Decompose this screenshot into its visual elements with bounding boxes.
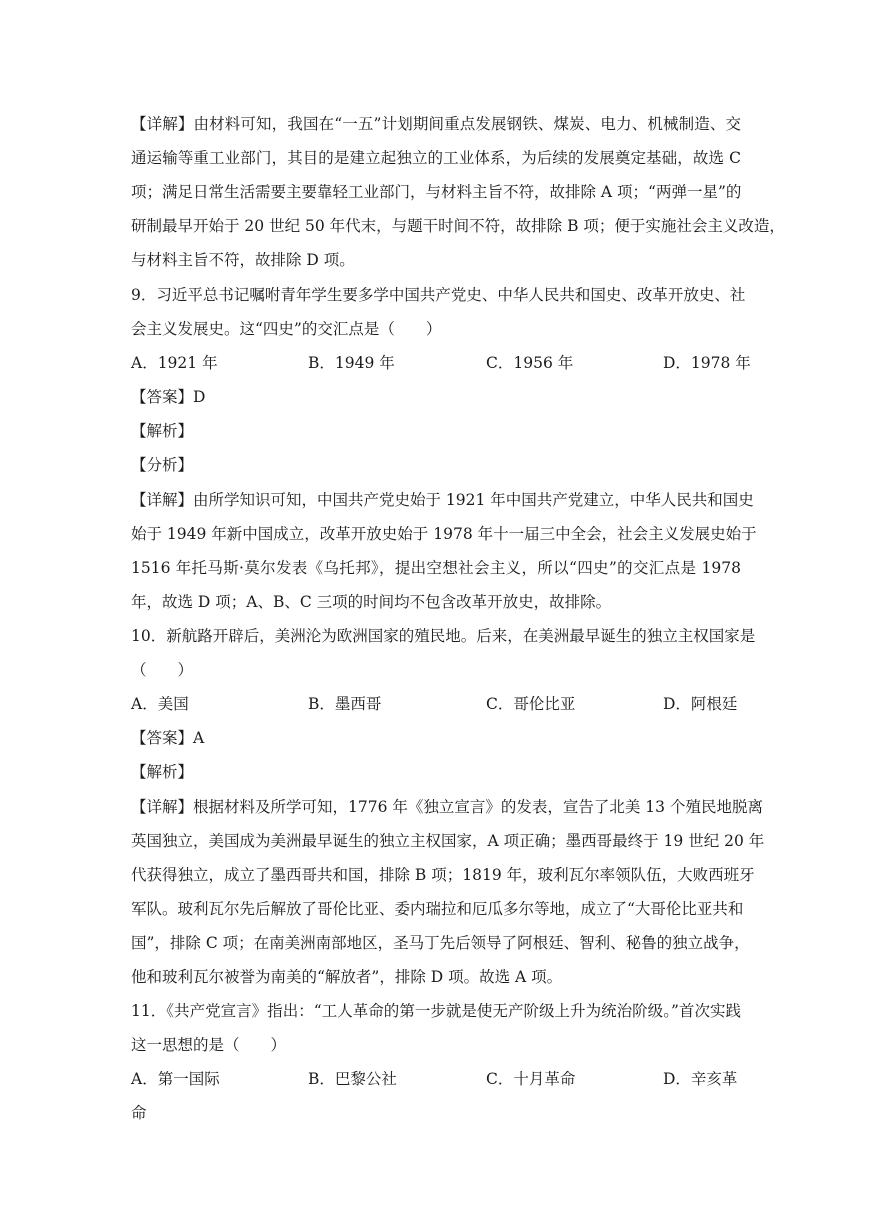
q9-option-c: C．1956 年 xyxy=(486,354,574,372)
q9-option-b: B．1949 年 xyxy=(308,354,395,372)
q10-detail-line-5: 国”，排除 C 项；在南美洲南部地区，圣马丁先后领导了阿根廷、智利、秘鲁的独立战争， xyxy=(131,934,750,952)
q11-option-a: A．第一国际 xyxy=(131,1070,220,1088)
q9-analysis-heading: 【解析】 xyxy=(131,422,194,440)
q10-option-d: D．阿根廷 xyxy=(663,695,738,713)
q10-answer: 【答案】A xyxy=(131,729,205,747)
q11-stem-line-2: 这一思想的是（ ） xyxy=(131,1036,287,1054)
q10-option-a: A．美国 xyxy=(131,695,189,713)
q10-detail-line-4: 军队。玻利瓦尔先后解放了哥伦比亚、委内瑞拉和厄瓜多尔等地，成立了“大哥伦比亚共和 xyxy=(131,900,744,918)
q9-answer: 【答案】D xyxy=(131,388,206,406)
q11-option-c: C．十月革命 xyxy=(486,1070,576,1088)
q10-option-c: C．哥伦比亚 xyxy=(486,695,576,713)
q10-detail-line-3: 代获得独立，成立了墨西哥共和国，排除 B 项；1819 年，玻利瓦尔率领队伍，大败西班牙 xyxy=(131,866,755,884)
q10-analysis-heading: 【解析】 xyxy=(131,763,194,781)
q11-option-d-wrap: 命 xyxy=(131,1104,147,1122)
q9-option-d: D．1978 年 xyxy=(663,354,751,372)
q10-option-b: B．墨西哥 xyxy=(308,695,382,713)
q9-option-a: A．1921 年 xyxy=(131,354,218,372)
q8-detail-line-2: 通运输等重工业部门，其目的是建立起独立的工业体系，为后续的发展奠定基础，故选 C xyxy=(131,149,741,167)
q9-stem-line-2: 会主义发展史。这“四史”的交汇点是（ ） xyxy=(131,320,442,338)
q10-detail-line-6: 他和玻利瓦尔被誉为南美的“解放者”，排除 D 项。故选 A 项。 xyxy=(131,968,563,986)
q8-detail-line-4: 研制最早开始于 20 世纪 50 年代末，与题干时间不符，故排除 B 项；便于实施社会主义改造， xyxy=(131,217,785,235)
q10-detail-line-2: 英国独立，美国成为美洲最早诞生的独立主权国家，A 项正确；墨西哥最终于 19 世纪 20 年 xyxy=(131,832,765,850)
q9-detail-line-1: 【详解】由所学知识可知，中国共产党史始于 1921 年中国共产党建立，中华人民共和国史 xyxy=(131,491,754,509)
q9-stem-line-1: 9．习近平总书记嘱咐青年学生要多学中国共产党史、中华人民共和国史、改革开放史、社 xyxy=(131,286,746,304)
q9-detail-line-3: 1516 年托马斯·莫尔发表《乌托邦》，提出空想社会主义，所以“四史”的交汇点是 1978 xyxy=(131,559,741,577)
q8-detail-line-5: 与材料主旨不符，故排除 D 项。 xyxy=(131,251,355,269)
q9-detail-line-2: 始于 1949 年新中国成立，改革开放史始于 1978 年十一届三中全会，社会主义发展史始于 xyxy=(131,525,757,543)
q8-detail-line-3: 项；满足日常生活需要主要靠轻工业部门，与材料主旨不符，故排除 A 项；“两弹一星”的 xyxy=(131,183,742,201)
q10-stem-line-2: （ ） xyxy=(131,661,194,679)
q11-option-b: B．巴黎公社 xyxy=(308,1070,397,1088)
q9-fenxi-heading: 【分析】 xyxy=(131,456,194,474)
q10-stem-line-1: 10．新航路开辟后，美洲沦为欧洲国家的殖民地。后来，在美洲最早诞生的独立主权国家是 xyxy=(131,627,756,645)
q11-option-d: D．辛亥革 xyxy=(663,1070,738,1088)
q11-stem-line-1: 11．《共产党宣言》指出：“工人革命的第一步就是使无产阶级上升为统治阶级。”首次实践 xyxy=(131,1002,741,1020)
q8-detail-line-1: 【详解】由材料可知，我国在“一五”计划期间重点发展钢铁、煤炭、电力、机械制造、交 xyxy=(131,115,741,133)
q10-detail-line-1: 【详解】根据材料及所学可知，1776 年《独立宣言》的发表，宣告了北美 13 个殖民地脱离 xyxy=(131,798,763,816)
q9-detail-line-4: 年，故选 D 项；A、B、C 三项的时间均不包含改革开放史，故排除。 xyxy=(131,593,612,611)
